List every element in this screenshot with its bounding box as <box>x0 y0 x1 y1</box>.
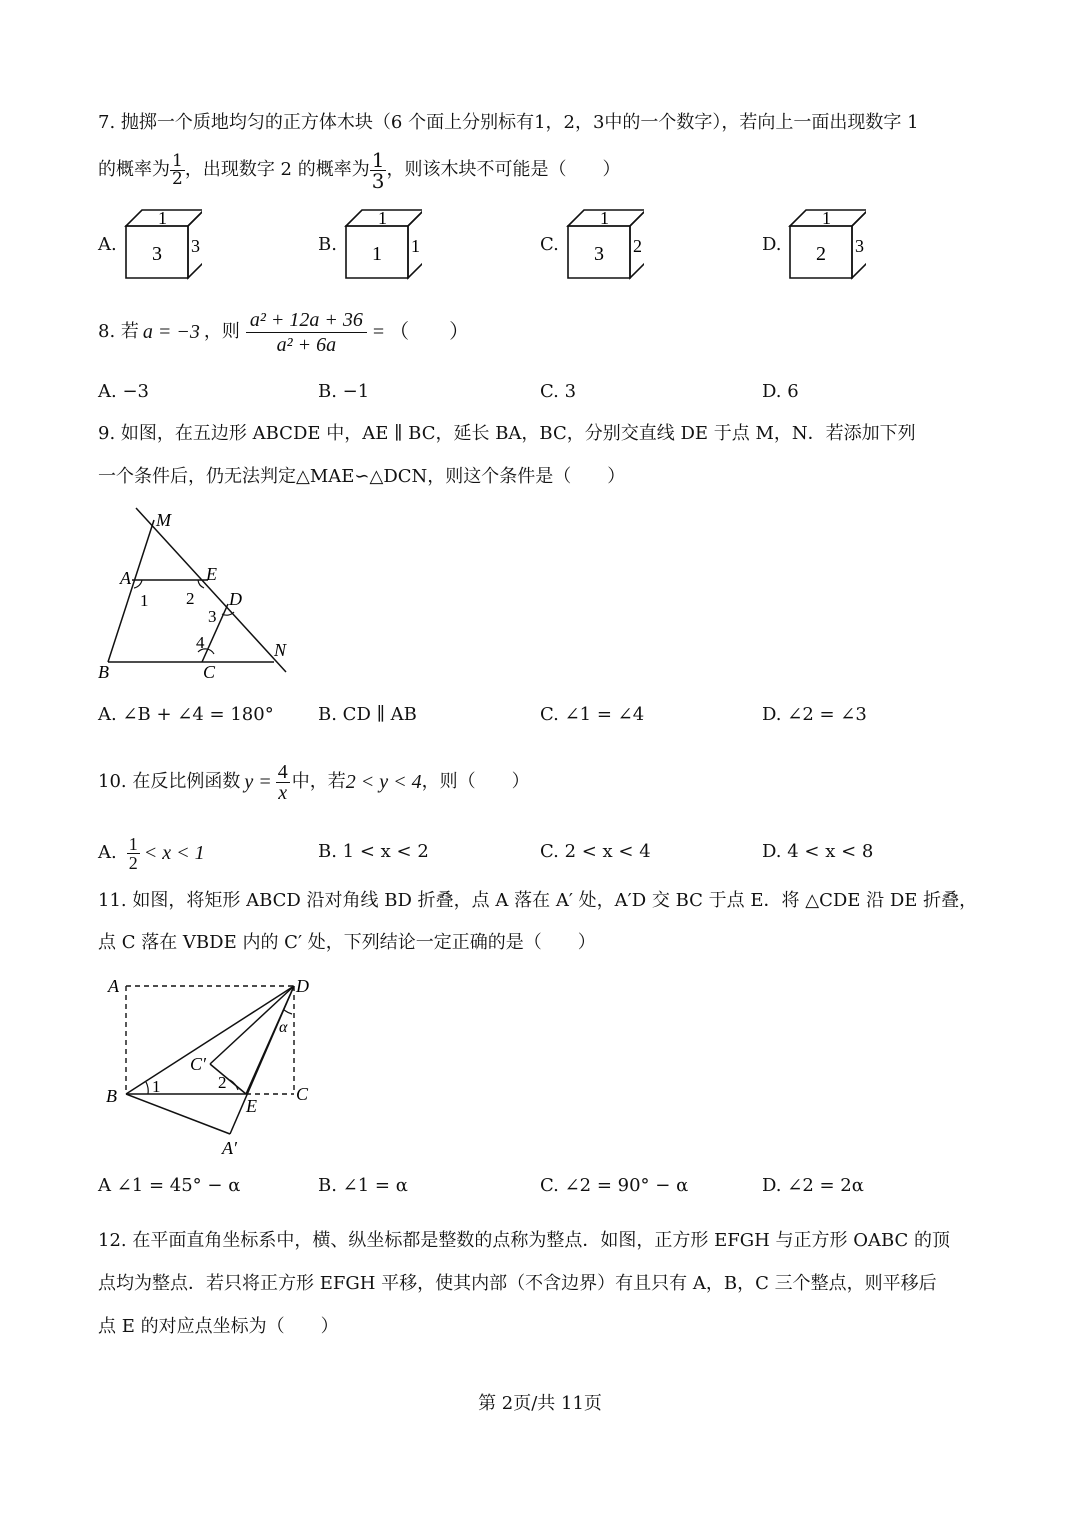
label-c-prime: C′ <box>190 1054 206 1074</box>
label-a-prime: A′ <box>222 1138 237 1158</box>
q11-option-a[interactable]: A ∠1 = 45° − α <box>98 1175 241 1196</box>
label-a: A <box>108 976 119 996</box>
q7-option-a[interactable] <box>98 204 218 286</box>
q7-frac2-num: 1 <box>371 147 385 172</box>
q9-pentagon-figure <box>92 502 302 686</box>
cube-side-number: 1 <box>411 236 420 256</box>
page-footer: 第 2页/共 11页 <box>478 1393 602 1414</box>
q11-option-b[interactable]: B. ∠1 = α <box>318 1175 408 1196</box>
q8-stem <box>98 304 469 360</box>
label-alpha: α <box>279 1019 288 1036</box>
cube-top-number: 1 <box>158 208 167 228</box>
label-angle-1: 1 <box>140 591 149 610</box>
q10-stem <box>98 754 530 810</box>
q12-line3: 点 E 的对应点坐标为（ ） <box>98 1316 339 1337</box>
q8-option-d[interactable]: D. 6 <box>762 381 799 402</box>
q10-func-den: x <box>278 781 288 804</box>
cube-front-number: 2 <box>816 243 826 265</box>
label-a: A <box>120 568 131 588</box>
q8-fraction <box>246 310 367 355</box>
label-d: D <box>229 589 242 609</box>
label-c: C <box>296 1084 309 1104</box>
option-label: C. <box>540 234 559 255</box>
q10-a-den: 2 <box>128 852 138 873</box>
cube-side-number: 3 <box>855 236 864 256</box>
q11-line2: 点 C 落在 VBDE 内的 C′ 处，下列结论一定正确的是（ ） <box>98 932 596 953</box>
q10-func-fraction <box>276 762 290 803</box>
q10-func-y: y = <box>244 771 272 793</box>
q9-option-c[interactable]: C. ∠1 = ∠4 <box>540 704 645 725</box>
q7-option-c[interactable] <box>540 204 660 286</box>
cube-figure <box>122 204 202 284</box>
q8-tail: = （ ） <box>372 321 470 343</box>
q10-a-num: 1 <box>128 833 138 854</box>
q10-prefix: 10. 在反比例函数 <box>98 771 241 792</box>
q8-option-b[interactable]: B. −1 <box>318 381 370 402</box>
cube-top-number: 1 <box>600 208 609 228</box>
label-angle-3: 3 <box>208 607 217 626</box>
q10-func-num: 4 <box>277 760 288 783</box>
q8-option-a[interactable]: A. −3 <box>98 381 149 402</box>
label-c: C <box>203 662 216 682</box>
q7-fraction-half <box>170 150 185 189</box>
q9-option-d[interactable]: D. ∠2 = ∠3 <box>762 704 867 725</box>
label-angle-1: 1 <box>152 1077 161 1096</box>
q8-numerator: a² + 12a + 36 <box>246 310 367 333</box>
cube-front-number: 3 <box>152 243 162 265</box>
option-label: B. <box>318 234 337 255</box>
q7-frac1-den: 2 <box>172 168 183 189</box>
q11-line1: 11. 如图，将矩形 ABCD 沿对角线 BD 折叠，点 A 落在 A′ 处，A′D 交 BC 于点 E．将 △CDE 沿 DE 折叠， <box>98 890 978 911</box>
label-b: B <box>106 1086 117 1106</box>
q8-then: ，则 <box>203 321 240 342</box>
q10-option-d[interactable]: D. 4 < x < 8 <box>762 841 874 862</box>
q8-option-c[interactable]: C. 3 <box>540 381 577 402</box>
option-label: A. <box>98 234 117 255</box>
q8-condition: a = −3 <box>142 321 200 343</box>
q7-line2-a: 的概率为 <box>98 159 170 180</box>
label-n: N <box>274 640 287 660</box>
cube-figure <box>564 204 644 284</box>
label-m: M <box>156 510 171 530</box>
q7-frac1-num: 1 <box>172 150 183 171</box>
q9-option-a[interactable]: A. ∠B + ∠4 = 180° <box>98 704 274 725</box>
q7-line2-b: ，出现数字 2 的概率为 <box>184 159 370 180</box>
cube-front-number: 1 <box>372 243 382 265</box>
q7-line1: 7. 抛掷一个质地均匀的正方体木块（6 个面上分别标有1，2，3中的一个数字），若向上一面出现数字 1 <box>98 112 919 133</box>
q7-frac2-den: 3 <box>371 168 385 193</box>
cube-side-number: 2 <box>633 236 642 256</box>
q10-condition: 2 < y < 4 <box>345 771 422 793</box>
q10-tail: ，则（ ） <box>421 771 530 792</box>
q11-option-d[interactable]: D. ∠2 = 2α <box>762 1175 864 1196</box>
q7-line2 <box>98 148 620 192</box>
cube-top-number: 1 <box>822 208 831 228</box>
q9-option-b[interactable]: B. CD ∥ AB <box>318 704 417 725</box>
cube-figure <box>342 204 422 284</box>
q7-option-b[interactable] <box>318 204 438 286</box>
label-b: B <box>98 662 109 682</box>
label-e: E <box>206 564 217 584</box>
q8-denominator: a² + 6a <box>276 333 337 356</box>
q10-option-b[interactable]: B. 1 < x < 2 <box>318 841 429 862</box>
q10-option-c[interactable]: C. 2 < x < 4 <box>540 841 651 862</box>
label-angle-4: 4 <box>196 633 205 652</box>
q9-line1: 9. 如图，在五边形 ABCDE 中，AE ∥ BC，延长 BA，BC，分别交直线 DE 于点 M，N．若添加下列 <box>98 423 916 444</box>
q7-option-d[interactable] <box>762 204 882 286</box>
q11-option-c[interactable]: C. ∠2 = 90° − α <box>540 1175 689 1196</box>
label-d: D <box>296 976 309 996</box>
cube-top-number: 1 <box>378 208 387 228</box>
label-e: E <box>246 1096 257 1116</box>
q10-a-rest: < x < 1 <box>143 842 205 864</box>
cube-side-number: 3 <box>191 236 200 256</box>
label-angle-2: 2 <box>186 589 195 608</box>
option-label: A. <box>98 842 117 863</box>
q12-line1: 12. 在平面直角坐标系中，横、纵坐标都是整数的点称为整点．如图，正方形 EFGH 与正方形 OABC 的顶 <box>98 1230 951 1251</box>
q10-a-fraction <box>127 835 140 872</box>
q7-line2-c: ，则该木块不可能是（ ） <box>386 159 621 180</box>
q10-option-a[interactable] <box>98 828 205 878</box>
q10-mid: 中，若 <box>291 771 346 792</box>
q9-line2: 一个条件后，仍无法判定△MAE∽△DCN，则这个条件是（ ） <box>98 466 626 487</box>
q8-prefix: 8. 若 <box>98 321 139 342</box>
cube-front-number: 3 <box>594 243 604 265</box>
q11-rectangle-figure <box>98 972 330 1160</box>
q12-line2: 点均为整点．若只将正方形 EFGH 平移，使其内部（不含边界）有且只有 A，B，C 三个整点，则平移后 <box>98 1273 937 1294</box>
label-angle-2: 2 <box>218 1073 227 1092</box>
q7-fraction-third <box>370 147 387 193</box>
option-label: D. <box>762 234 782 255</box>
cube-figure <box>786 204 866 284</box>
